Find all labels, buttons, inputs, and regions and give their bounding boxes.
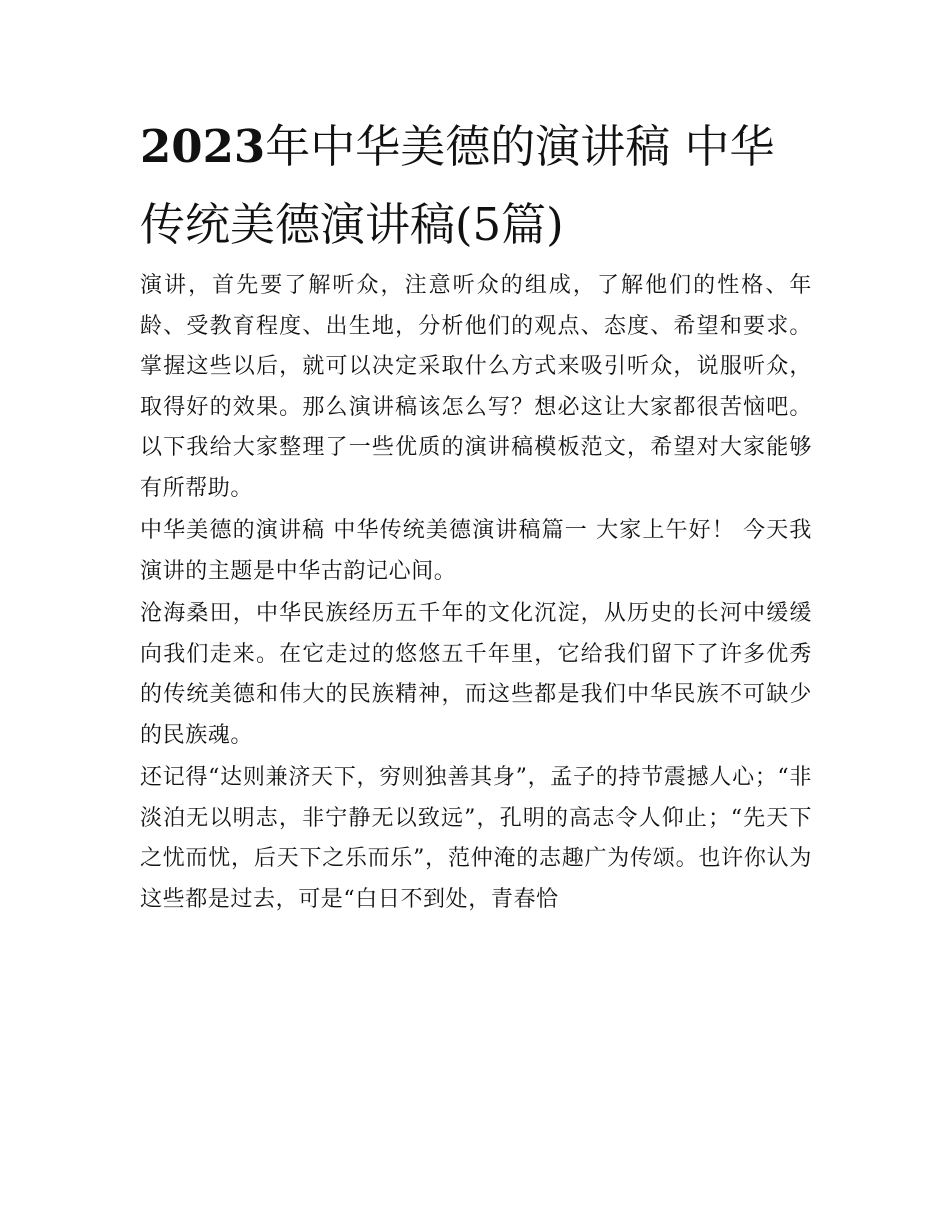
- document-page: [140, 108, 812, 922]
- document-title: [140, 108, 812, 264]
- paragraph-history: 沧海桑田，中华民族经历五千年的文化沉淀，从历史的长河中缓缓向我们走来。在它走过的悠悠五千年里，它给我们留下了许多优秀的传统美德和伟大的民族精神，而这些都是我们中华民族不可缺少的民族魂。: [140, 601, 812, 748]
- paragraph-intro: 演讲，首先要了解听众，注意听众的组成，了解他们的性格、年龄、受教育程度、出生地，分析他们的观点、态度、希望和要求。掌握这些以后，就可以决定采取什么方式来吸引听众，说服听众，取得好的效果。那么演讲稿该怎么写？想必这让大家都很苦恼吧。以下我给大家整理了一些优质的演讲稿模板范文，希望对大家能够有所帮助。: [140, 273, 812, 501]
- title-text: 年中华美德的演讲稿 中华传统美德演讲稿(5篇): [140, 120, 775, 251]
- paragraph-greeting: 中华美德的演讲稿 中华传统美德演讲稿篇一 大家上午好！ 今天我演讲的主题是中华古韵记心间。: [140, 518, 812, 584]
- title-year: 2023: [140, 120, 266, 173]
- paragraph-quotes: 还记得“达则兼济天下，穷则独善其身”，孟子的持节震撼人心；“非淡泊无以明志，非宁静无以致远”，孔明的高志令人仰止；“先天下之忧而忧，后天下之乐而乐”，范仲淹的志趣广为传颂。也许你认为这些都是过去，可是“白日不到处，青春恰: [140, 765, 812, 912]
